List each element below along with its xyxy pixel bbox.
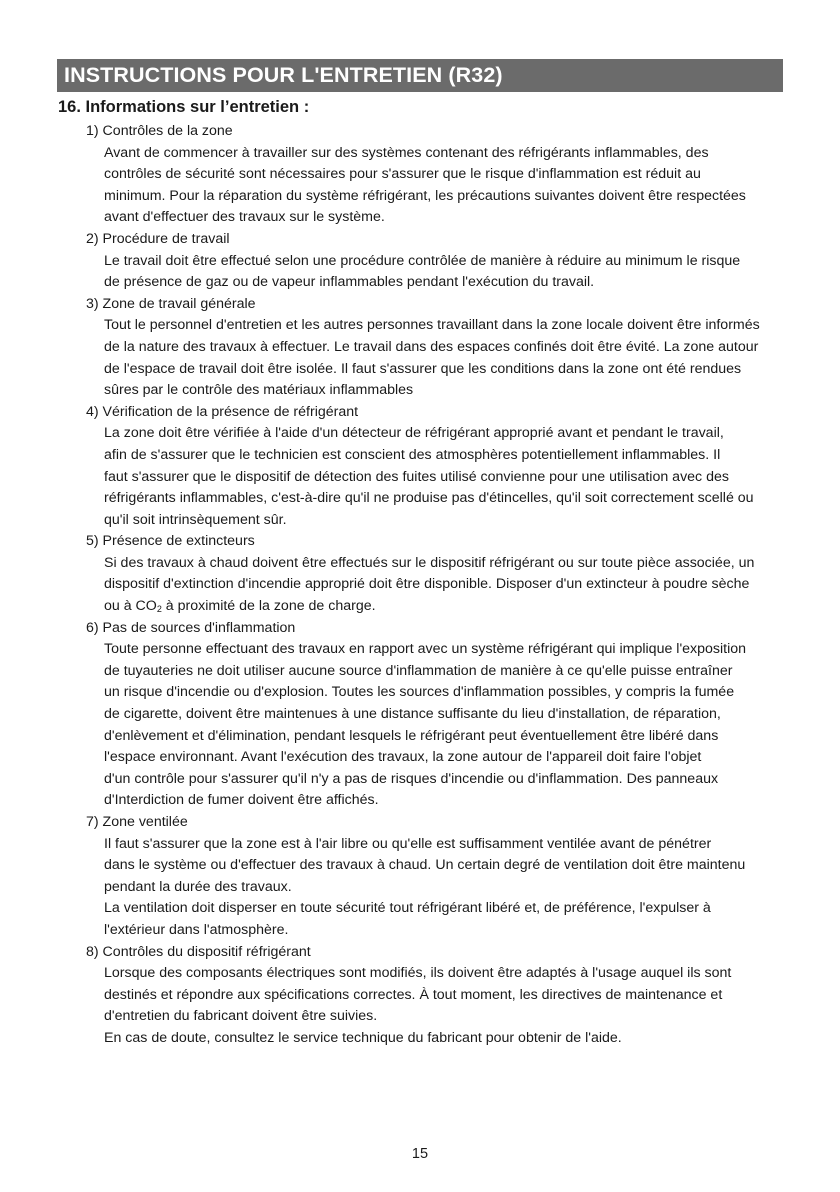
text-line: dans le système ou d'effectuer des travaux à chaud. Un certain degré de ventilation doit être maintenu: [104, 857, 746, 874]
co2-line: [104, 596, 786, 618]
instruction-paragraph: [104, 834, 786, 899]
instruction-item-title: 4) Vérification de la présence de réfrigérant: [86, 403, 359, 420]
instruction-item-title: 6) Pas de sources d'inflammation: [86, 619, 296, 636]
text-line: dispositif d'extinction d'incendie approprié doit être disponible. Disposer d'un extincteur à poudre sèche: [104, 576, 750, 593]
instruction-paragraph: [104, 553, 786, 618]
header-bar: [57, 59, 783, 92]
text-line: de la nature des travaux à effectuer. Le travail dans des espaces confinés doit être évité. La zone autour: [104, 338, 759, 355]
instruction-item-title: 8) Contrôles du dispositif réfrigérant: [86, 943, 311, 960]
text-line: de cigarette, doivent être maintenues à une distance suffisante du lieu d'installation, de réparation,: [104, 706, 721, 723]
instructions-list: [86, 121, 786, 1050]
text-line: de présence de gaz ou de vapeur inflammables pendant l'exécution du travail.: [104, 274, 595, 291]
text-line: minimum. Pour la réparation du système réfrigérant, les précautions suivantes doivent être respectées: [104, 187, 746, 204]
instruction-paragraph: [104, 143, 786, 229]
page-title: INSTRUCTIONS POUR L'ENTRETIEN (R32): [64, 63, 503, 87]
text-line: d'un contrôle pour s'assurer qu'il n'y a pas de risques d'incendie ou d'inflammation. Des panneaux: [104, 770, 719, 787]
text-segment: à proximité de la zone de charge.: [161, 598, 376, 615]
text-line: d'entretien du fabricant doivent être suivies.: [104, 1008, 378, 1025]
text-line: de l'espace de travail doit être isolée. Il faut s'assurer que les conditions dans la zone ont été rendues: [104, 360, 742, 377]
text-line: avant d'effectuer des travaux sur le système.: [104, 209, 385, 226]
instruction-item: [86, 402, 786, 532]
text-line: qu'il soit intrinsèquement sûr.: [104, 511, 287, 528]
instruction-item: [86, 229, 786, 294]
text-line: destinés et répondre aux spécifications correctes. À tout moment, les directives de maintenance et: [104, 986, 723, 1003]
instruction-item-title: 3) Zone de travail générale: [86, 295, 256, 312]
instruction-item: [86, 942, 786, 1050]
instruction-paragraph: [104, 639, 786, 812]
text-line: d'Interdiction de fumer doivent être affichés.: [104, 792, 379, 809]
text-line: Si des travaux à chaud doivent être effectués sur le dispositif réfrigérant ou sur toute pièce associée, un: [104, 554, 755, 571]
instruction-item-title: 2) Procédure de travail: [86, 230, 230, 247]
text-line: Le travail doit être effectué selon une procédure contrôlée de manière à réduire au minimum le risque: [104, 252, 741, 269]
text-line: En cas de doute, consultez le service technique du fabricant pour obtenir de l'aide.: [104, 1029, 622, 1046]
instruction-item: [86, 121, 786, 229]
text-line: réfrigérants inflammables, c'est-à-dire qu'il ne produise pas d'étincelles, qu'il soit correctement scellé ou: [104, 490, 754, 507]
instruction-paragraph: [104, 315, 786, 401]
instruction-paragraph: [104, 1028, 786, 1050]
instruction-paragraph: [104, 963, 786, 1028]
instruction-item: [86, 531, 786, 617]
instruction-paragraph: [104, 898, 786, 941]
text-line: pendant la durée des travaux.: [104, 878, 292, 895]
text-line: Toute personne effectuant des travaux en rapport avec un système réfrigérant qui implique l'exposition: [104, 641, 747, 658]
text-segment: ou à CO: [104, 598, 157, 615]
section-heading: 16. Informations sur l’entretien :: [58, 98, 310, 116]
page-number: 15: [411, 1146, 429, 1162]
instruction-paragraph: [104, 251, 786, 294]
text-line: Tout le personnel d'entretien et les autres personnes travaillant dans la zone locale doivent être informés: [104, 317, 760, 334]
text-line: d'enlèvement et d'élimination, pendant lesquels le réfrigérant peut éventuellement être libéré dans: [104, 727, 719, 744]
text-line: de tuyauteries ne doit utiliser aucune source d'inflammation de manière à ce qu'elle puisse entraîner: [104, 662, 733, 679]
text-line: Il faut s'assurer que la zone est à l'air libre ou qu'elle est suffisamment ventilée avant de pénétrer: [104, 835, 712, 852]
text-line: l'espace environnant. Avant l'exécution des travaux, la zone autour de l'appareil doit faire l'objet: [104, 749, 702, 766]
text-line: Avant de commencer à travailler sur des systèmes contenant des réfrigérants inflammables, des: [104, 144, 709, 161]
text-line: un risque d'incendie ou d'explosion. Toutes les sources d'inflammation possibles, y compris la fumée: [104, 684, 735, 701]
instruction-item-title: 1) Contrôles de la zone: [86, 123, 233, 139]
text-line: faut s'assurer que le dispositif de détection des fuites utilisé convienne pour une utilisation avec des: [104, 468, 729, 485]
subscript: 2: [156, 604, 162, 615]
instruction-item: [86, 618, 786, 812]
instruction-item: [86, 294, 786, 402]
instruction-paragraph: [104, 423, 786, 531]
text-line: afin de s'assurer que le technicien est conscient des atmosphères potentiellement inflammables. Il: [104, 446, 721, 463]
instruction-item-title: 7) Zone ventilée: [86, 814, 188, 830]
text-line: La zone doit être vérifiée à l'aide d'un détecteur de réfrigérant approprié avant et pendant le travail,: [104, 425, 724, 442]
text-line: contrôles de sécurité sont nécessaires pour s'assurer que le risque d'inflammation est réduit au: [104, 166, 701, 183]
text-line: sûres par le contrôle des matériaux inflammables: [104, 382, 414, 399]
text-line: l'extérieur dans l'atmosphère.: [104, 921, 289, 938]
instruction-item: [86, 812, 786, 942]
text-line: Lorsque des composants électriques sont modifiés, ils doivent être adaptés à l'usage auquel ils sont: [104, 965, 732, 982]
instruction-item-title: 5) Présence de extincteurs: [86, 533, 255, 550]
text-line: La ventilation doit disperser en toute sécurité tout réfrigérant libéré et, de préférence, l'expulser à: [104, 900, 711, 917]
